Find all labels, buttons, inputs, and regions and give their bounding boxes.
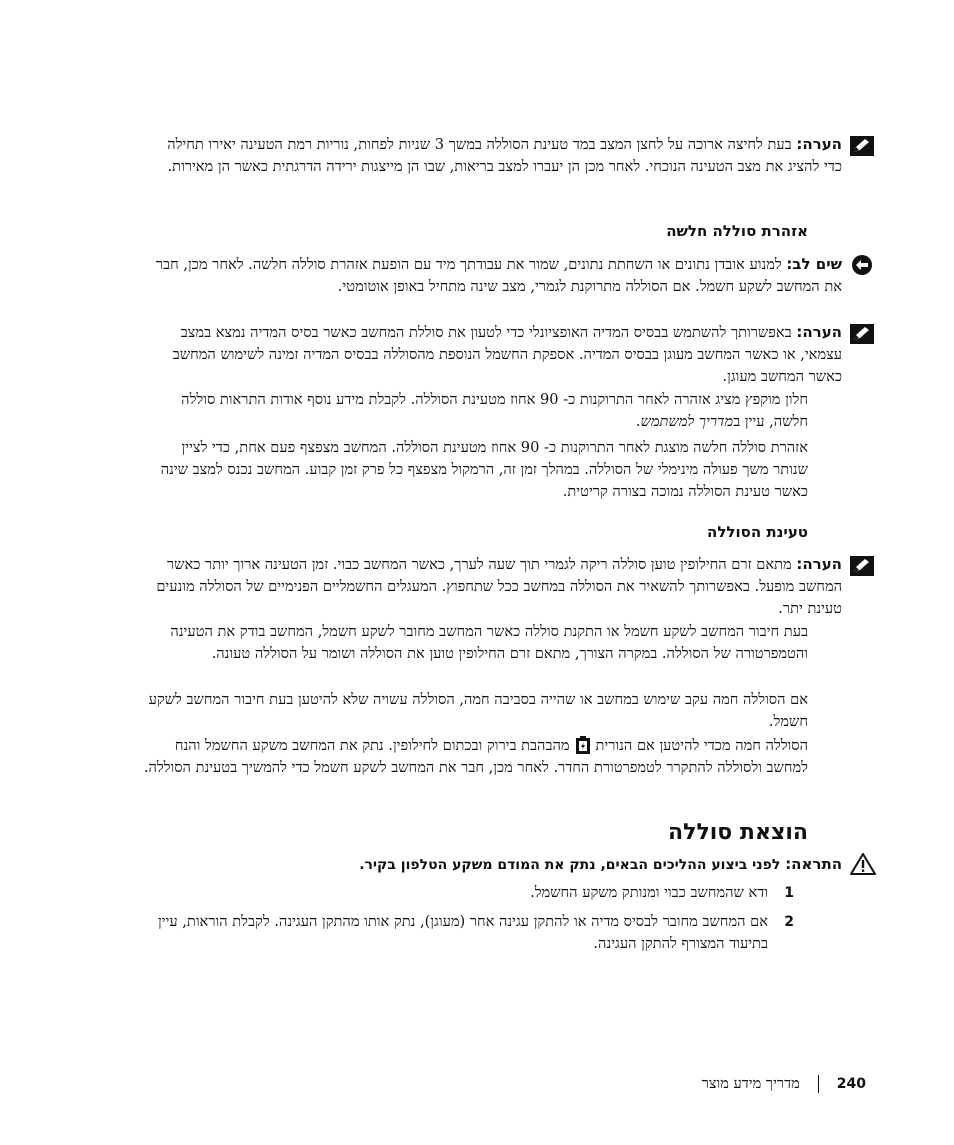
notice-arrow-icon bbox=[850, 255, 874, 275]
note-label: הערה: bbox=[796, 135, 842, 153]
subheading-charging: טעינת הסוללה bbox=[707, 523, 808, 541]
section-heading-remove-battery: הוצאת סוללה bbox=[668, 820, 808, 845]
step-1 bbox=[78, 882, 794, 904]
caution-label: התראה: bbox=[785, 855, 842, 873]
step-number: 1 bbox=[784, 885, 794, 901]
footer-title: מדריך מידע מוצר bbox=[701, 1075, 800, 1092]
warning-triangle-icon bbox=[850, 853, 876, 875]
paragraph-battery-light: הסוללה חמה מכדי להיטען אם הנוריתמהבהבת בירוק ובכתום לחילופין. נתק את המחשב משקע החשמל והנח למחשב ולסוללה להתקרר לטמפרטורת החדר. לאחר מכן, חבר את המחשב לשקע חשמל כדי להמשיך בטעינת הסוללה. bbox=[143, 737, 808, 776]
pencil-note-icon bbox=[850, 324, 874, 344]
note-text: בעת לחיצה ארוכה על לחצן המצב במד טעינת הסוללה במשך 3 שניות לפחות, נוריות רמת הטעינה יאירו תחילה כדי להציג את מצב הטעינה הנוכחי. לאחר מכן הן יעברו למצב בריאות, שבו הן מייצגות ירידה הדרגתית כאשר הן מאירות. bbox=[167, 136, 842, 175]
note-label: הערה: bbox=[796, 555, 842, 573]
footer-divider bbox=[818, 1075, 819, 1093]
subheading-low-battery: אזהרת סוללה חלשה bbox=[666, 222, 808, 240]
pencil-note-icon bbox=[850, 556, 874, 576]
notice-label: שים לב: bbox=[786, 255, 842, 273]
pencil-note-icon bbox=[850, 136, 874, 156]
note-battery-gauge bbox=[152, 133, 842, 178]
note-media-base bbox=[152, 321, 842, 388]
note-label: הערה: bbox=[796, 323, 842, 341]
battery-status-icon bbox=[576, 736, 590, 754]
notice-text: למנוע אובדן נתונים או השחתת נתונים, שמור את עבודתך מיד עם הופעת אזהרת סוללה חלשה. לאחר מכן, חבר את המחשב לשקע חשמל. אם הסוללה מתרוקנת לגמרי, מצב שינה מתחיל באופן אוטומטי. bbox=[155, 256, 842, 295]
caution-text: לפני ביצוע ההליכים הבאים, נתק את המודם משקע הטלפון בקיר. bbox=[359, 857, 786, 873]
step-number: 2 bbox=[784, 914, 794, 930]
step-text: אם המחשב מחובר לבסיס מדיה או להתקן עגינה אחר (מעוגן), נתק אותו מהתקן העגינה. לקבלת הוראות, עיין בתיעוד המצורף להתקן העגינה. bbox=[158, 913, 768, 952]
page-number: 240 bbox=[836, 1076, 866, 1092]
note-text: באפשרותך להשתמש בבסיס המדיה האופציונלי כדי לטעון את סוללת המחשב כאשר בסיס המדיה נמצא במצב עצמאי, או כאשר המחשב מעוגן בבסיס המדיה. אספקת החשמל הנוספת מהסוללה בבסיס המדיה זמינה לשימוש המחשב כאשר המחשב מעוגן. bbox=[172, 324, 842, 385]
users-guide-reference: מדריך למשתמש bbox=[640, 413, 734, 430]
paragraph-hot-battery: אם הסוללה חמה עקב שימוש במחשב או שהייה בסביבה חמה, הסוללה עשויה שלא להיטען בעת חיבור המחשב לשקע חשמל. bbox=[148, 691, 808, 730]
page-footer bbox=[702, 1075, 866, 1093]
notice-low-battery bbox=[152, 253, 842, 298]
note-text: מתאם זרם החילופין טוען סוללה ריקה לגמרי תוך שעה לערך, כאשר המחשב כבוי. זמן הטעינה ארוך יותר כאשר המחשב מופעל. באפשרותך להשאיר את הסוללה במחשב ככל שתחפוץ. המעגלים החשמליים הפנימיים של הסוללה מונעים טעינת יתר. bbox=[156, 556, 842, 617]
paragraph-charging-check: בעת חיבור המחשב לשקע חשמל או התקנת סוללה כאשר המחשב מחובר לשקע חשמל, המחשב בודק את הטעינה והטמפרטורה של הסוללה. במקרה הצורך, מתאם זרם החילופין טוען את הסוללה ושומר על הסוללה טעונה. bbox=[170, 623, 808, 662]
caution-modem bbox=[152, 853, 842, 876]
paragraph-low-battery-warning: אזהרת סוללה חלשה מוצגת לאחר התרוקנות כ- 90 אחוז מטעינת הסוללה. המחשב מצפצף פעם אחת, כדי לציין שנותר משך פעולה מינימלי של הסוללה. במהלך זמן זה, הרמקול מצפצף כל פרק זמן קבוע. המחשב נכנס למצב שינה כאשר טעינת הסוללה נמוכה בצורה קריטית. bbox=[160, 439, 808, 500]
paragraph-popup-warning: חלון מוקפץ מציג אזהרה לאחר התרוקנות כ- 90 אחוז מטעינת הסוללה. לקבלת מידע נוסף אודות התראות סוללה חלשה, עיין במדריך למשתמש. bbox=[181, 391, 808, 430]
step-text: ודא שהמחשב כבוי ומנותק משקע החשמל. bbox=[530, 884, 768, 901]
step-2 bbox=[128, 911, 794, 955]
note-ac-adapter bbox=[152, 553, 842, 620]
